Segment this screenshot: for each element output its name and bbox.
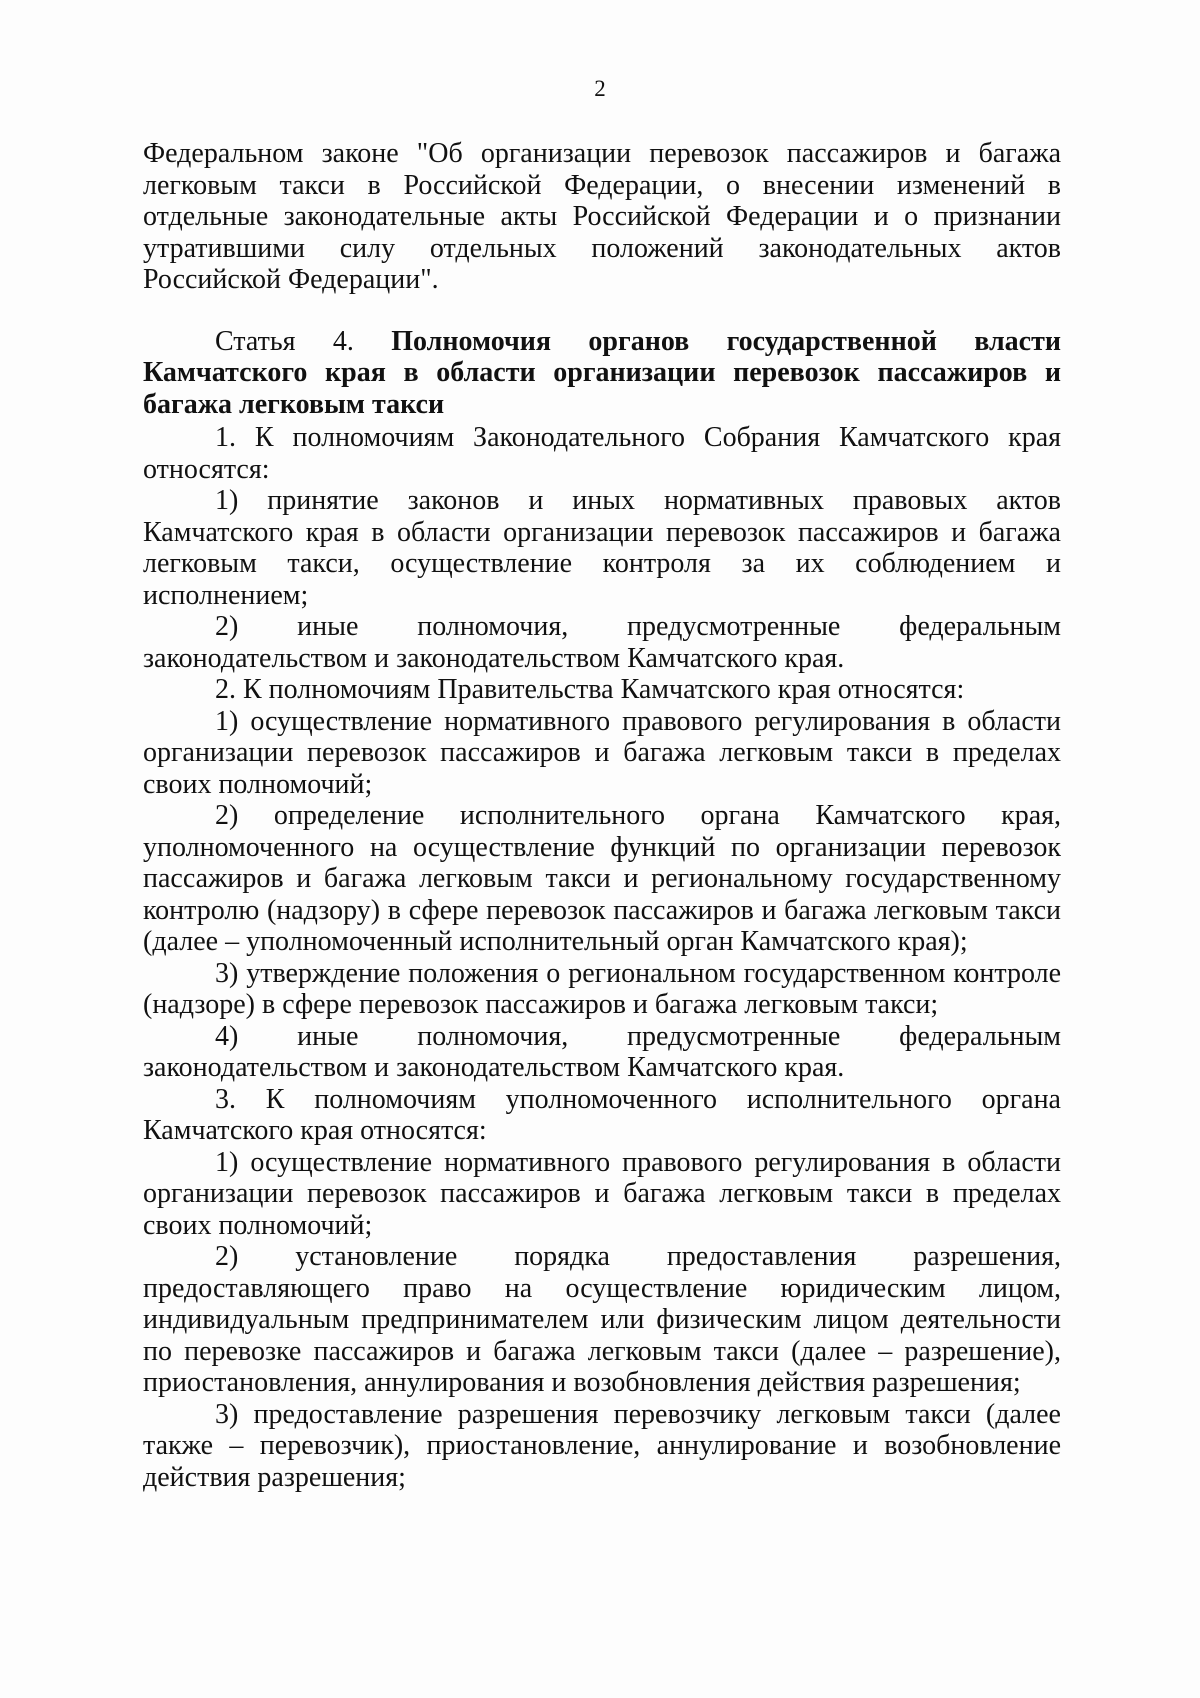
section-3-item-1: 1) осуществление нормативного правового регулирования в области организации перевозок пассажиров и багажа легковым такси в пределах своих полномочий; xyxy=(143,1146,1061,1241)
section-3-item-3: 3) предоставление разрешения перевозчику легковым такси (далее также – перевозчик), приостановление, аннулирование и возобновление действия разрешения; xyxy=(143,1398,1061,1493)
article-title: Полномочия органов государственной власти Камчатского края в области организации перевозок пассажиров и багажа легковым такси xyxy=(143,325,1061,420)
section-1-heading: 1. К полномочиям Законодательного Собрания Камчатского края относятся: xyxy=(143,422,1061,485)
section-2-item-1: 1) осуществление нормативного правового регулирования в области организации перевозок пассажиров и багажа легковым такси в пределах своих полномочий; xyxy=(143,705,1061,800)
document-body xyxy=(143,138,1061,1493)
intro-paragraph: Федеральном законе "Об организации перевозок пассажиров и багажа легковым такси в Российской Федерации, о внесении изменений в отдельные законодательные акты Российской Федерации и о признании утратившими силу отдельных положений законодательных актов Российской Федерации". xyxy=(143,138,1061,295)
page-number: 2 xyxy=(594,76,606,101)
section-2-item-4: 4) иные полномочия, предусмотренные федеральным законодательством и законодательством Камчатского края. xyxy=(143,1020,1061,1083)
section-2-heading: 2. К полномочиям Правительства Камчатского края относятся: xyxy=(215,674,965,705)
section-3-heading: 3. К полномочиям уполномоченного исполнительного органа Камчатского края относятся: xyxy=(143,1083,1061,1146)
section-1-item-2: 2) иные полномочия, предусмотренные федеральным законодательством и законодательством Камчатского края. xyxy=(143,611,1061,674)
article-label: Статья 4. xyxy=(215,325,354,357)
section-1-item-1: 1) принятие законов и иных нормативных правовых актов Камчатского края в области организации перевозок пассажиров и багажа легковым такси, осуществление контроля за их соблюдением и исполнением; xyxy=(143,485,1061,611)
article-heading xyxy=(143,326,1061,421)
section-2-item-3: 3) утверждение положения о региональном государственном контроле (надзоре) в сфере перевозок пассажиров и багажа легковым такси; xyxy=(143,957,1061,1020)
section-2-item-2: 2) определение исполнительного органа Камчатского края, уполномоченного на осуществление функций по организации перевозок пассажиров и багажа легковым такси и региональному государственному контролю (надзору) в сфере перевозок пассажиров и багажа легковым такси (далее – уполномоченный исполнительный орган Камчатского края); xyxy=(143,800,1061,957)
section-3-item-2: 2) установление порядка предоставления разрешения, предоставляющего право на осуществление юридическим лицом, индивидуальным предпринимателем или физическим лицом деятельности по перевозке пассажиров и багажа легковым такси (далее – разрешение), приостановления, аннулирования и возобновления действия разрешения; xyxy=(143,1241,1061,1398)
